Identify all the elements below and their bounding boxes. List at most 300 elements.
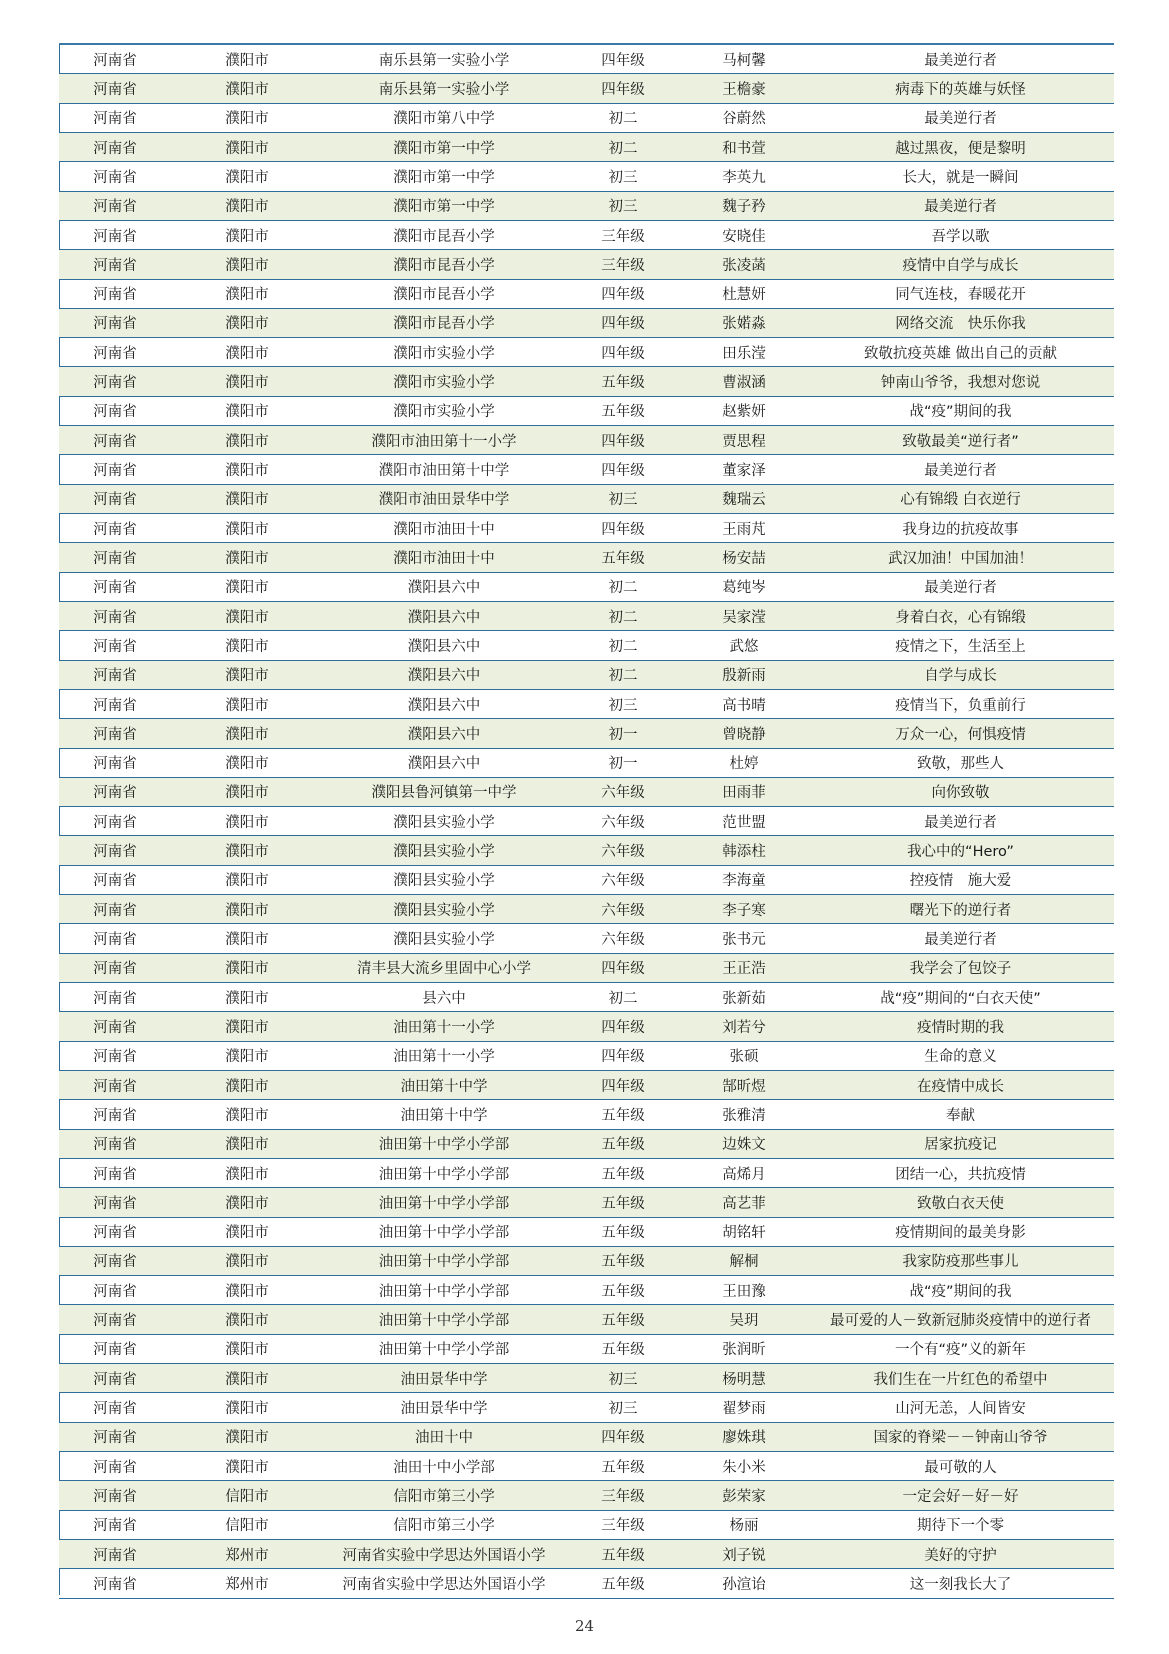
- table-row: [59, 74, 1114, 103]
- student-name-cell: 赵紫妍: [722, 404, 766, 421]
- work-title-cell: 心有锦缎 白衣逆行: [900, 492, 1021, 509]
- work-title-cell: 最可爱的人－致新冠肺炎疫情中的逆行者: [830, 1313, 1091, 1330]
- school-cell: 南乐县第一实验小学: [378, 81, 510, 98]
- table-row: [59, 104, 1114, 133]
- table-row: [59, 1481, 1114, 1510]
- province-cell: 河南省: [93, 814, 137, 831]
- table-row: [59, 162, 1114, 191]
- province-cell: 河南省: [93, 990, 137, 1007]
- school-cell: 濮阳县六中: [407, 668, 481, 685]
- work-title-cell: 我身边的抗疫故事: [902, 521, 1019, 538]
- student-name-cell: 马柯馨: [722, 52, 766, 69]
- student-name-cell: 郜昕煜: [722, 1078, 766, 1095]
- award-list-table: [59, 43, 1114, 1599]
- work-title-cell: 病毒下的英雄与妖怪: [895, 81, 1026, 98]
- province-cell: 河南省: [93, 785, 137, 802]
- work-title-cell: 战“疫”期间的我: [909, 404, 1012, 421]
- grade-cell: 初一: [608, 756, 638, 773]
- school-cell: 油田第十中学小学部: [378, 1166, 510, 1183]
- grade-cell: 初二: [608, 638, 638, 655]
- school-cell: 油田第十中学小学部: [378, 1283, 510, 1300]
- province-cell: 河南省: [93, 228, 137, 245]
- school-cell: 县六中: [422, 990, 466, 1007]
- work-title-cell: 致敬白衣天使: [917, 1195, 1004, 1212]
- grade-cell: 初二: [608, 668, 638, 685]
- city-cell: 濮阳市: [225, 932, 269, 949]
- province-cell: 河南省: [93, 1078, 137, 1095]
- work-title-cell: 战“疫”期间的我: [909, 1283, 1012, 1300]
- grade-cell: 五年级: [601, 1166, 645, 1183]
- school-cell: 濮阳市第八中学: [393, 111, 495, 128]
- student-name-cell: 和书萱: [722, 140, 766, 157]
- work-title-cell: 长大，就是一瞬间: [902, 169, 1019, 186]
- province-cell: 河南省: [93, 932, 137, 949]
- school-cell: 濮阳市油田十中: [393, 521, 495, 538]
- table-row: [59, 1511, 1114, 1540]
- city-cell: 濮阳市: [225, 433, 269, 450]
- school-cell: 信阳市第三小学: [393, 1518, 495, 1535]
- city-cell: 郑州市: [225, 1547, 269, 1564]
- city-cell: 濮阳市: [225, 52, 269, 69]
- province-cell: 河南省: [93, 1488, 137, 1505]
- province-cell: 河南省: [93, 345, 137, 362]
- student-name-cell: 杨明慧: [722, 1371, 766, 1388]
- school-cell: 濮阳市油田景华中学: [378, 492, 510, 509]
- work-title-cell: 致敬，那些人: [917, 756, 1004, 773]
- table-row: [59, 485, 1114, 514]
- grade-cell: 六年级: [601, 844, 645, 861]
- city-cell: 濮阳市: [225, 1283, 269, 1300]
- grade-cell: 四年级: [601, 1430, 645, 1447]
- grade-cell: 五年级: [601, 1137, 645, 1154]
- work-title-cell: 一个有“疫”义的新年: [894, 1342, 1027, 1359]
- student-name-cell: 吴玥: [729, 1313, 759, 1330]
- school-cell: 油田景华中学: [400, 1401, 488, 1418]
- student-name-cell: 张婼淼: [722, 316, 766, 333]
- work-title-cell: 美好的守护: [924, 1547, 997, 1564]
- work-title-cell: 一定会好－好－好: [902, 1488, 1019, 1505]
- school-cell: 濮阳市昆吾小学: [393, 287, 495, 304]
- work-title-cell: 这一刻我长大了: [909, 1576, 1012, 1593]
- city-cell: 濮阳市: [225, 1195, 269, 1212]
- table-row: [59, 1423, 1114, 1452]
- city-cell: 濮阳市: [225, 1313, 269, 1330]
- province-cell: 河南省: [93, 199, 137, 216]
- grade-cell: 初三: [608, 169, 638, 186]
- city-cell: 濮阳市: [225, 844, 269, 861]
- student-name-cell: 武悠: [729, 638, 759, 655]
- table-row: [59, 1247, 1114, 1276]
- grade-cell: 初三: [608, 1371, 638, 1388]
- work-title-cell: 钟南山爷爷，我想对您说: [880, 375, 1041, 392]
- table-row: [59, 690, 1114, 719]
- grade-cell: 五年级: [601, 1195, 645, 1212]
- grade-cell: 六年级: [601, 873, 645, 890]
- school-cell: 濮阳县六中: [407, 697, 481, 714]
- grade-cell: 初一: [608, 726, 638, 743]
- student-name-cell: 谷蔚然: [722, 111, 766, 128]
- student-name-cell: 曾晓静: [722, 726, 766, 743]
- school-cell: 濮阳县实验小学: [393, 902, 495, 919]
- school-cell: 濮阳市实验小学: [393, 375, 495, 392]
- school-cell: 油田第十中学小学部: [378, 1342, 510, 1359]
- province-cell: 河南省: [93, 638, 137, 655]
- city-cell: 濮阳市: [225, 814, 269, 831]
- student-name-cell: 杜慧妍: [722, 287, 766, 304]
- student-name-cell: 胡铭轩: [722, 1225, 766, 1242]
- city-cell: 濮阳市: [225, 169, 269, 186]
- student-name-cell: 魏瑞云: [722, 492, 766, 509]
- school-cell: 油田十中小学部: [393, 1459, 495, 1476]
- table-row: [59, 866, 1114, 895]
- table-row: [59, 836, 1114, 865]
- table-row: [59, 1071, 1114, 1100]
- school-cell: 信阳市第三小学: [393, 1488, 495, 1505]
- city-cell: 濮阳市: [225, 316, 269, 333]
- table-row: [59, 309, 1114, 338]
- work-title-cell: 疫情之下，生活至上: [895, 638, 1026, 655]
- school-cell: 濮阳市实验小学: [393, 404, 495, 421]
- table-row: [59, 133, 1114, 162]
- student-name-cell: 彭荣家: [722, 1488, 766, 1505]
- school-cell: 油田第十一小学: [393, 1049, 495, 1066]
- student-name-cell: 范世盟: [722, 814, 766, 831]
- work-title-cell: 团结一心，共抗疫情: [895, 1166, 1026, 1183]
- table-row: [59, 1042, 1114, 1071]
- table-row: [59, 250, 1114, 279]
- city-cell: 濮阳市: [225, 1137, 269, 1154]
- table-row: [59, 280, 1114, 309]
- student-name-cell: 张雅清: [722, 1107, 766, 1124]
- student-name-cell: 杨丽: [729, 1518, 759, 1535]
- school-cell: 濮阳县六中: [407, 638, 481, 655]
- student-name-cell: 张凌菡: [722, 257, 766, 274]
- province-cell: 河南省: [93, 1049, 137, 1066]
- province-cell: 河南省: [93, 521, 137, 538]
- city-cell: 濮阳市: [225, 345, 269, 362]
- school-cell: 油田第十中学小学部: [378, 1313, 510, 1330]
- province-cell: 河南省: [93, 140, 137, 157]
- grade-cell: 初三: [608, 1401, 638, 1418]
- province-cell: 河南省: [93, 1371, 137, 1388]
- grade-cell: 四年级: [601, 316, 645, 333]
- table-row: [59, 338, 1114, 367]
- table-row: [59, 367, 1114, 396]
- province-cell: 河南省: [93, 492, 137, 509]
- school-cell: 濮阳县鲁河镇第一中学: [371, 785, 517, 802]
- province-cell: 河南省: [93, 668, 137, 685]
- student-name-cell: 殷新雨: [722, 668, 766, 685]
- student-name-cell: 王田豫: [722, 1283, 766, 1300]
- province-cell: 河南省: [93, 580, 137, 597]
- city-cell: 濮阳市: [225, 873, 269, 890]
- table-row: [59, 778, 1114, 807]
- city-cell: 濮阳市: [225, 1371, 269, 1388]
- grade-cell: 初二: [608, 140, 638, 157]
- school-cell: 油田第十一小学: [393, 1019, 495, 1036]
- work-title-cell: 生命的意义: [924, 1049, 997, 1066]
- grade-cell: 五年级: [601, 1313, 645, 1330]
- grade-cell: 四年级: [601, 81, 645, 98]
- grade-cell: 五年级: [601, 1547, 645, 1564]
- school-cell: 濮阳县六中: [407, 580, 481, 597]
- work-title-cell: 最美逆行者: [924, 814, 997, 831]
- school-cell: 清丰县大流乡里固中心小学: [357, 961, 531, 978]
- grade-cell: 初三: [608, 697, 638, 714]
- work-title-cell: 最美逆行者: [924, 199, 997, 216]
- student-name-cell: 张润昕: [722, 1342, 766, 1359]
- table-row: [59, 514, 1114, 543]
- table-row: [59, 1130, 1114, 1159]
- grade-cell: 三年级: [601, 1518, 645, 1535]
- school-cell: 油田第十中学小学部: [378, 1137, 510, 1154]
- province-cell: 河南省: [93, 726, 137, 743]
- school-cell: 油田十中: [415, 1430, 473, 1447]
- school-cell: 河南省实验中学思达外国语小学: [342, 1576, 546, 1593]
- table-row: [59, 1159, 1114, 1188]
- grade-cell: 五年级: [601, 1225, 645, 1242]
- school-cell: 油田第十中学小学部: [378, 1195, 510, 1212]
- student-name-cell: 贾思程: [722, 433, 766, 450]
- school-cell: 濮阳市实验小学: [393, 345, 495, 362]
- province-cell: 河南省: [93, 1313, 137, 1330]
- province-cell: 河南省: [93, 1459, 137, 1476]
- work-title-cell: 越过黑夜，便是黎明: [895, 140, 1026, 157]
- school-cell: 油田第十中学小学部: [378, 1225, 510, 1242]
- city-cell: 濮阳市: [225, 1430, 269, 1447]
- student-name-cell: 刘若兮: [722, 1019, 766, 1036]
- student-name-cell: 刘子锐: [722, 1547, 766, 1564]
- grade-cell: 初三: [608, 492, 638, 509]
- table-row: [59, 573, 1114, 602]
- work-title-cell: 同气连枝，春暖花开: [895, 287, 1026, 304]
- city-cell: 濮阳市: [225, 287, 269, 304]
- page-number: 24: [574, 1617, 595, 1635]
- city-cell: 濮阳市: [225, 111, 269, 128]
- student-name-cell: 杜婷: [729, 756, 759, 773]
- city-cell: 濮阳市: [225, 199, 269, 216]
- table-row: [59, 895, 1114, 924]
- student-name-cell: 董家泽: [722, 463, 766, 480]
- table-row: [59, 1452, 1114, 1481]
- city-cell: 濮阳市: [225, 756, 269, 773]
- province-cell: 河南省: [93, 756, 137, 773]
- city-cell: 濮阳市: [225, 81, 269, 98]
- city-cell: 濮阳市: [225, 521, 269, 538]
- school-cell: 油田第十中学: [400, 1107, 488, 1124]
- province-cell: 河南省: [93, 1576, 137, 1593]
- student-name-cell: 高烯月: [722, 1166, 766, 1183]
- work-title-cell: 最美逆行者: [924, 580, 997, 597]
- school-cell: 濮阳县实验小学: [393, 873, 495, 890]
- work-title-cell: 致敬最美“逆行者”: [902, 433, 1019, 450]
- student-name-cell: 朱小米: [722, 1459, 766, 1476]
- table-row: [59, 221, 1114, 250]
- grade-cell: 四年级: [601, 1049, 645, 1066]
- work-title-cell: 我们生在一片红色的希望中: [873, 1371, 1048, 1388]
- student-name-cell: 廖姝琪: [722, 1430, 766, 1447]
- table-row: [59, 397, 1114, 426]
- student-name-cell: 边姝文: [722, 1137, 766, 1154]
- student-name-cell: 张新茹: [722, 990, 766, 1007]
- grade-cell: 五年级: [601, 1576, 645, 1593]
- grade-cell: 六年级: [601, 902, 645, 919]
- school-cell: 濮阳市昆吾小学: [393, 228, 495, 245]
- city-cell: 濮阳市: [225, 550, 269, 567]
- city-cell: 濮阳市: [225, 1342, 269, 1359]
- city-cell: 濮阳市: [225, 375, 269, 392]
- student-name-cell: 韩添柱: [722, 844, 766, 861]
- table-row: [59, 602, 1114, 631]
- province-cell: 河南省: [93, 111, 137, 128]
- work-title-cell: 在疫情中成长: [917, 1078, 1004, 1095]
- table-row: [59, 1335, 1114, 1364]
- table-row: [59, 924, 1114, 953]
- province-cell: 河南省: [93, 375, 137, 392]
- work-title-cell: 疫情期间的最美身影: [895, 1225, 1026, 1242]
- province-cell: 河南省: [93, 81, 137, 98]
- school-cell: 濮阳市第一中学: [393, 140, 495, 157]
- grade-cell: 初三: [608, 199, 638, 216]
- table-row: [59, 455, 1114, 484]
- province-cell: 河南省: [93, 1547, 137, 1564]
- grade-cell: 五年级: [601, 375, 645, 392]
- grade-cell: 六年级: [601, 785, 645, 802]
- school-cell: 濮阳市昆吾小学: [393, 257, 495, 274]
- province-cell: 河南省: [93, 1019, 137, 1036]
- work-title-cell: 疫情时期的我: [917, 1019, 1004, 1036]
- grade-cell: 五年级: [601, 1342, 645, 1359]
- province-cell: 河南省: [93, 257, 137, 274]
- city-cell: 濮阳市: [225, 902, 269, 919]
- city-cell: 濮阳市: [225, 228, 269, 245]
- school-cell: 濮阳县六中: [407, 609, 481, 626]
- city-cell: 濮阳市: [225, 1049, 269, 1066]
- province-cell: 河南省: [93, 433, 137, 450]
- work-title-cell: 曙光下的逆行者: [909, 902, 1012, 919]
- city-cell: 濮阳市: [225, 140, 269, 157]
- work-title-cell: 致敬抗疫英雄 做出自己的贡献: [863, 345, 1058, 362]
- table-row: [59, 1305, 1114, 1334]
- table-row: [59, 954, 1114, 983]
- city-cell: 濮阳市: [225, 257, 269, 274]
- student-name-cell: 吴家滢: [722, 609, 766, 626]
- student-name-cell: 高书晴: [722, 697, 766, 714]
- table-row: [59, 1100, 1114, 1129]
- grade-cell: 四年级: [601, 52, 645, 69]
- grade-cell: 三年级: [601, 257, 645, 274]
- student-name-cell: 安晓佳: [722, 228, 766, 245]
- work-title-cell: 我心中的“Hero”: [907, 844, 1014, 861]
- city-cell: 濮阳市: [225, 638, 269, 655]
- student-name-cell: 李英九: [722, 169, 766, 186]
- city-cell: 濮阳市: [225, 1019, 269, 1036]
- table-row: [59, 1188, 1114, 1217]
- province-cell: 河南省: [93, 1254, 137, 1271]
- grade-cell: 初二: [608, 580, 638, 597]
- school-cell: 河南省实验中学思达外国语小学: [342, 1547, 546, 1564]
- work-title-cell: 万众一心，何惧疫情: [895, 726, 1026, 743]
- province-cell: 河南省: [93, 844, 137, 861]
- grade-cell: 四年级: [601, 521, 645, 538]
- table-row: [59, 1218, 1114, 1247]
- grade-cell: 五年级: [601, 1107, 645, 1124]
- province-cell: 河南省: [93, 550, 137, 567]
- school-cell: 濮阳县实验小学: [393, 932, 495, 949]
- student-name-cell: 王雨芃: [722, 521, 766, 538]
- work-title-cell: 我家防疫那些事儿: [902, 1254, 1019, 1271]
- province-cell: 河南省: [93, 1107, 137, 1124]
- work-title-cell: 居家抗疫记: [924, 1137, 997, 1154]
- grade-cell: 五年级: [601, 550, 645, 567]
- student-name-cell: 翟梦雨: [722, 1401, 766, 1418]
- province-cell: 河南省: [93, 1518, 137, 1535]
- city-cell: 信阳市: [225, 1518, 269, 1535]
- province-cell: 河南省: [93, 902, 137, 919]
- province-cell: 河南省: [93, 1430, 137, 1447]
- grade-cell: 四年级: [601, 463, 645, 480]
- student-name-cell: 王正浩: [722, 961, 766, 978]
- table-row: [59, 983, 1114, 1012]
- city-cell: 濮阳市: [225, 1078, 269, 1095]
- table-row: [59, 1569, 1114, 1598]
- province-cell: 河南省: [93, 1137, 137, 1154]
- table-row: [59, 749, 1114, 778]
- grade-cell: 三年级: [601, 1488, 645, 1505]
- school-cell: 油田景华中学: [400, 1371, 488, 1388]
- province-cell: 河南省: [93, 1225, 137, 1242]
- city-cell: 濮阳市: [225, 1254, 269, 1271]
- city-cell: 濮阳市: [225, 961, 269, 978]
- school-cell: 濮阳县六中: [407, 726, 481, 743]
- work-title-cell: 奉献: [946, 1107, 975, 1124]
- city-cell: 濮阳市: [225, 990, 269, 1007]
- school-cell: 濮阳市昆吾小学: [393, 316, 495, 333]
- city-cell: 濮阳市: [225, 726, 269, 743]
- province-cell: 河南省: [93, 873, 137, 890]
- city-cell: 濮阳市: [225, 1225, 269, 1242]
- work-title-cell: 山河无恙，人间皆安: [895, 1401, 1026, 1418]
- grade-cell: 三年级: [601, 228, 645, 245]
- student-name-cell: 葛纯岑: [722, 580, 766, 597]
- work-title-cell: 武汉加油！中国加油！: [888, 550, 1033, 567]
- grade-cell: 五年级: [601, 404, 645, 421]
- city-cell: 信阳市: [225, 1488, 269, 1505]
- province-cell: 河南省: [93, 1283, 137, 1300]
- student-name-cell: 田雨菲: [722, 785, 766, 802]
- grade-cell: 四年级: [601, 287, 645, 304]
- work-title-cell: 我学会了包饺子: [909, 961, 1012, 978]
- student-name-cell: 高艺菲: [722, 1195, 766, 1212]
- province-cell: 河南省: [93, 316, 137, 333]
- city-cell: 濮阳市: [225, 609, 269, 626]
- grade-cell: 五年级: [601, 1283, 645, 1300]
- city-cell: 濮阳市: [225, 580, 269, 597]
- province-cell: 河南省: [93, 52, 137, 69]
- work-title-cell: 最美逆行者: [924, 52, 997, 69]
- grade-cell: 六年级: [601, 932, 645, 949]
- city-cell: 濮阳市: [225, 697, 269, 714]
- student-name-cell: 李子寒: [722, 902, 766, 919]
- work-title-cell: 最美逆行者: [924, 111, 997, 128]
- province-cell: 河南省: [93, 1342, 137, 1359]
- province-cell: 河南省: [93, 463, 137, 480]
- work-title-cell: 疫情当下，负重前行: [895, 697, 1026, 714]
- school-cell: 油田第十中学: [400, 1078, 488, 1095]
- work-title-cell: 网络交流 快乐你我: [895, 316, 1026, 333]
- work-title-cell: 期待下一个零: [917, 1518, 1004, 1535]
- grade-cell: 初二: [608, 990, 638, 1007]
